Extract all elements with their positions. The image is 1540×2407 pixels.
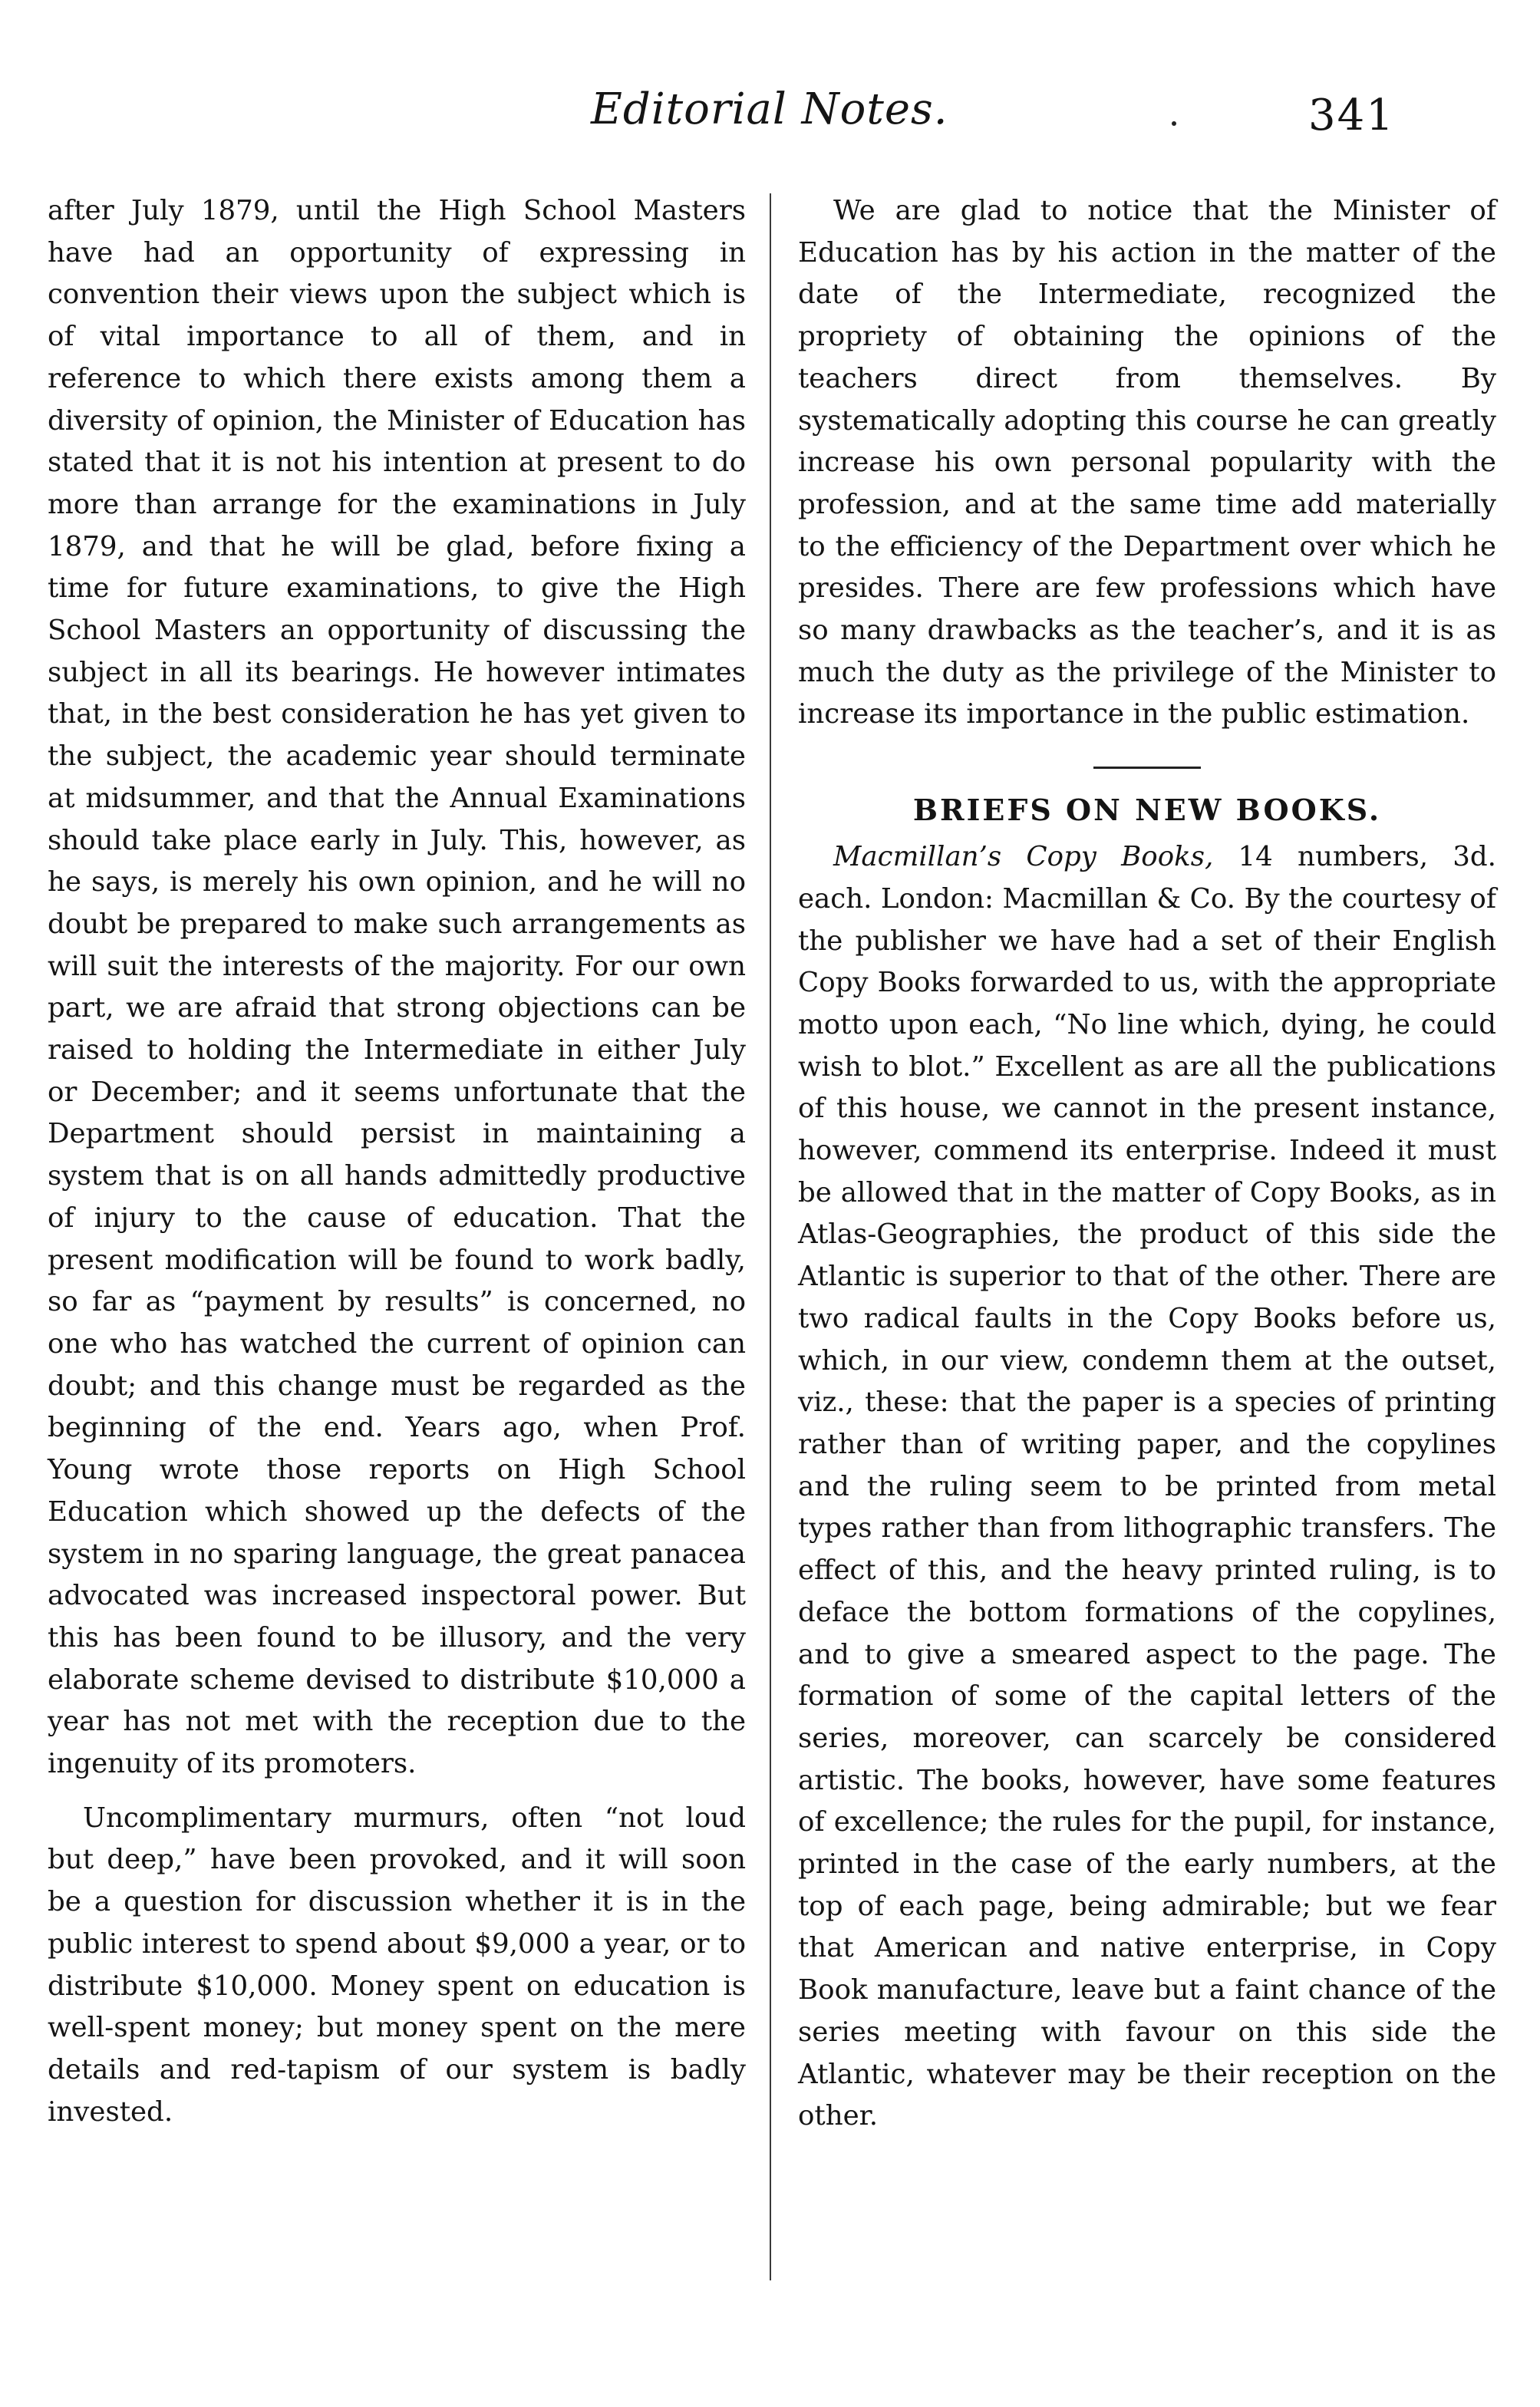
- section-heading: BRIEFS ON NEW BOOKS.: [912, 793, 1382, 828]
- column-divider: [770, 193, 771, 2280]
- page-number: 341: [1308, 91, 1395, 140]
- paragraph-minister: We are glad to notice that the Minister of Education has by his action in the matter of the date of the Intermediate, recognized the propriety of obtaining the opinions of the teachers direct from themselves. By systematically adopting this course he can greatly increase his own personal popularity with the profession, and at the same time add materially to the efficiency of the Department over which he presides. There are few professions which have so many drawbacks as the teacher’s, and it is as much the duty as the privilege of the Minister to increase its importance in the public estimation.: [798, 195, 1496, 730]
- running-title: Editorial Notes.: [591, 84, 948, 134]
- book-review: [798, 836, 1496, 2138]
- continued-paragraph: after July 1879, until the High School Masters have had an opportunity of expressing in convention their views upon the subject which is of vital importance to all of them, and in reference to which there exists among them a diversity of opinion, the Minister of Education has stated that it is not his intention at present to do more than arrange for the examinations in July 1879, and that he will be glad, before fixing a time for future examinations, to give the High School Masters an opportunity of discussing the subject in all its bearings. He however intimates that, in the best consideration he has yet given to the subject, the academic year should terminate at midsummer, and that the Annual Examinations should take place early in July. This, however, as he says, is merely his own opinion, and he will no doubt be prepared to make such arrangements as will suit the interests of the majority. For our own part, we are afraid that strong objections can be raised to holding the Intermediate in either July or December; and it seems unfortunate that the Department should persist in maintaining a system that is on all hands admittedly productive of injury to the cause of education. That the present modification will be found to work badly, so far as “payment by results” is concerned, no one who has watched the current of opinion can doubt; and this change must be regarded as the beginning of the end. Years ago, when Prof. Young wrote those reports on High School Education which showed up the defects of the system in no sparing language, the great panacea advocated was increased inspectoral power. But this has been found to be illusory, and the very elaborate scheme devised to distribute $10,000 a year has not met with the reception due to the ingenuity of its promoters.: [48, 195, 746, 1780]
- left-column: [48, 190, 746, 2133]
- section-divider: [1093, 767, 1201, 769]
- running-head: [0, 84, 1540, 146]
- book-title: Macmillan’s Copy Books,: [833, 841, 1214, 873]
- paragraph-murmurs: Uncomplimentary murmurs, often “not loud but deep,” have been provoked, and it will soon be a question for discussion whether it is in the public interest to spend about $9,000 a year, or to distribute $10,000. Money spent on education is well-spent money; but money spent on the mere details and red-tapism of our system is badly invested.: [48, 1802, 746, 2128]
- right-column: [798, 190, 1496, 2138]
- ink-dot: [1172, 121, 1176, 126]
- book-review-body: 14 numbers, 3d. each. London: Macmillan & Co. By the courtesy of the publisher we have had a set of their English Copy Books forwarded to us, with the appropriate motto upon each, “No line which, dying, he could wish to blot.” Excellent as are all the publications of this house, we cannot in the present instance, however, commend its enterprise. Indeed it must be allowed that in the matter of Copy Books, as in Atlas-Geographies, the product of this side the Atlantic is superior to that of the other. There are two radical faults in the Copy Books before us, which, in our view, condemn them at the outset, viz., these: that the paper is a species of printing rather than of writing paper, and the copylines and the ruling seem to be printed from metal types rather than from lithographic transfers. The effect of this, and the heavy printed ruling, is to deface the bottom formations of the copylines, and to give a smeared aspect to the page. The formation of some of the capital letters of the series, moreover, can scarcely be considered artistic. The books, however, have some features of excellence; the rules for the pupil, for instance, printed in the case of the early numbers, at the top of each page, being admirable; but we fear that American and native enterprise, in Copy Book manufacture, leave but a faint chance of the series meeting with favour on this side the Atlantic, whatever may be their reception on the other.: [798, 841, 1496, 2132]
